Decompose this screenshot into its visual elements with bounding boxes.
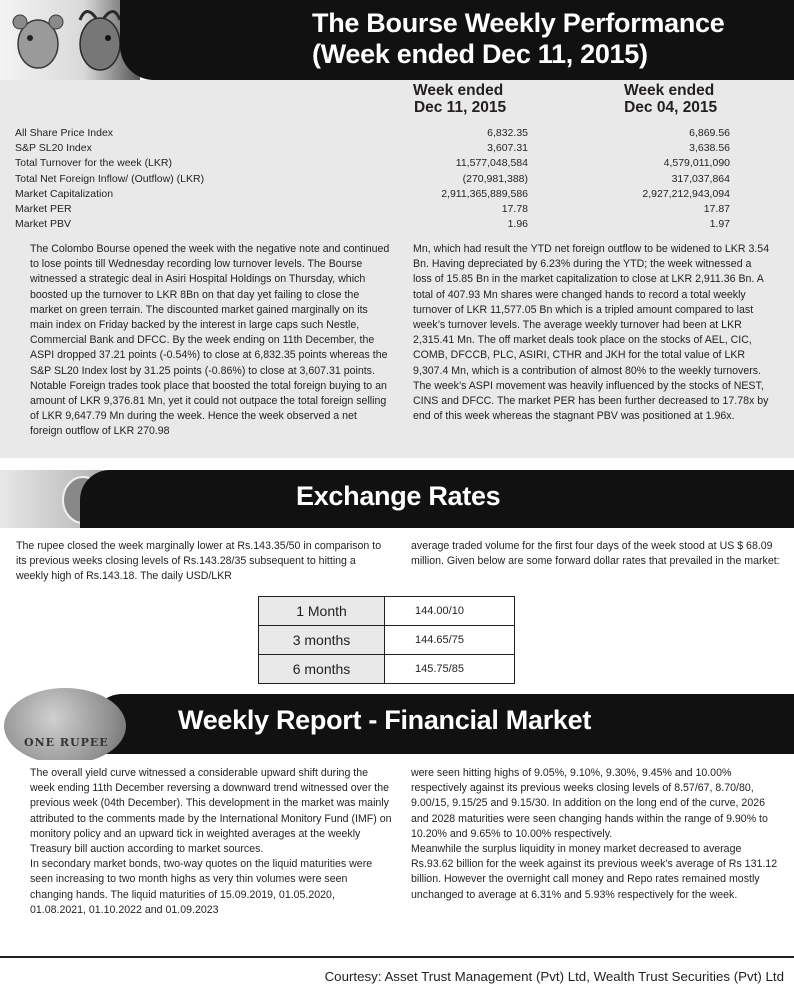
previous-value: 2,927,212,943,094 [642, 187, 730, 200]
current-value: 2,911,365,889,586 [441, 187, 528, 200]
current-value: 1.96 [507, 218, 528, 231]
row-label: Market PER [15, 202, 72, 215]
previous-value: 4,579,011,090 [663, 157, 730, 170]
bourse-banner [0, 0, 794, 80]
current-value: 3,607.31 [487, 142, 528, 155]
bourse-commentary-right: Mn, which had result the YTD net foreign outflow to be widened to LKR 3.54 Bn. Having depreciated by 6.23% during the YTD; the week witnessed a loss of 15.85 Bn in the market capitalization to close at LKR 2,911.36 Bn. A total of 407.93 Mn shares were changed hands to record a total weekly turnover of LKR 11,577.05 Bn which is a tripled amount compared to last week’s turnover levels. The average weekly turnover had been at LKR 2,315.41 Mn. The off market deals took place on the stocks of AEL, CIC, COMB, DFCCB, PLC, ASIRI, CTHR and JKH for the total value of LKR 9,307.4 Mn, which is a contribution of almost 80% to the weekly turnovers. The week’s ASPI movement was heavily influenced by the stocks of NEST, CINS and DFCC. The market PER has been further decreased to 17.78x by end of this week whereas the stagnant PBV was positioned at 1.96x. [413, 243, 770, 423]
row-label: S&P SL20 Index [15, 142, 92, 155]
previous-value: 1.97 [709, 218, 730, 231]
table-row [15, 126, 730, 141]
table-row [259, 597, 515, 626]
bull-bear-icon [0, 0, 140, 80]
period-cell: 3 months [259, 626, 385, 655]
previous-value: 6,869.56 [689, 127, 730, 139]
period-cell: 1 Month [259, 597, 385, 626]
table-row [15, 202, 730, 217]
bull-bear-illustration [0, 0, 140, 80]
column-header-current: Week ended Dec 11, 2015 [413, 82, 507, 116]
bourse-stats-table [15, 126, 730, 232]
column-header-previous: Week ended Dec 04, 2015 [624, 82, 718, 116]
rate-cell: 144.65/75 [385, 626, 515, 655]
row-label: Market PBV [15, 218, 72, 231]
row-label: Total Turnover for the week (LKR) [15, 157, 172, 170]
financial-banner [0, 688, 794, 760]
rupee-coin-image [4, 688, 126, 760]
footer-divider [0, 956, 794, 958]
courtesy-footer: Courtesy: Asset Trust Management (Pvt) Ltd, Wealth Trust Securities (Pvt) Ltd [324, 969, 784, 984]
forward-rates-table [258, 596, 515, 684]
row-label: Total Net Foreign Inflow/ (Outflow) (LKR) [15, 172, 205, 185]
table-row [259, 655, 515, 684]
exchange-banner [0, 470, 794, 530]
rate-cell: 145.75/85 [385, 655, 515, 684]
section-title: Weekly Report - Financial Market [178, 705, 592, 735]
table-row [15, 172, 730, 187]
table-row [15, 141, 730, 156]
table-row [15, 187, 730, 202]
current-value: 17.78 [501, 202, 528, 215]
table-row [259, 626, 515, 655]
period-cell: 6 months [259, 655, 385, 684]
financial-commentary-left: The overall yield curve witnessed a considerable upward shift during the week ending 11th December reversing a downward trend witnessed over the previous week (04th December). This development in the market was mainly attributed to the comments made by the International Monitory Fund (IMF) on monitory policy and an upward tick in weighted averages at the weekly Treasury bill auction according to market sources. In secondary market bonds, two-way quotes on the liquid maturities were seen increasing to two month highs as very thin volumes were seen changing hands. The liquid maturities of 15.09.2019, 01.05.2020, 01.08.2021, 01.10.2022 and 01.09.2023 [30, 767, 392, 916]
row-label: All Share Price Index [15, 127, 114, 139]
exchange-commentary-right: average traded volume for the first four days of the week stood at US $ 68.09 million. Given below are some forward dollar rates that prevailed in the market: [411, 540, 780, 568]
table-row [15, 156, 730, 171]
coin-text: ONE RUPEE [24, 736, 109, 749]
current-value: 11,577,048,584 [455, 157, 528, 170]
previous-value: 17.87 [703, 202, 730, 215]
row-label: Market Capitalization [15, 187, 114, 200]
exchange-commentary-left: The rupee closed the week marginally lower at Rs.143.35/50 in comparison to its previous weeks closing levels of Rs.143.28/35 subsequent to hitting a weekly high of Rs.143.18. The daily USD/LKR [16, 540, 382, 583]
current-value: 6,832.35 [487, 127, 528, 139]
current-value: (270,981,388) [462, 172, 528, 185]
rate-cell: 144.00/10 [385, 597, 515, 626]
bourse-commentary-left: The Colombo Bourse opened the week with the negative note and continued to lose points till Wednesday recording low turnover levels. The Bourse witnessed a strategic deal in Asiri Hospital Holdings on Thursday, which boosted up the turnover to LKR 8Bn on that day yet failing to close the market on green terrain. The discounted market gained marginally on its main index on Friday backed by the interest in large caps such Nestle, Commercial Bank and DFCC. By the week ending on 11th December, the ASPI dropped 37.21 points (-0.54%) to close at 6,832.35 points whereas the S&P SL20 Index lost by 31.25 points (-0.86%) to close at 3,607.31 points. Notable Foreign trades took place that boosted the total foreign buying to an amount of LKR 9,376.81 Mn, yet it could not outpace the total foreign selling of LKR 9,647.79 Mn during the week. Hence the week observed a net foreign outflow of LKR 270.98 [30, 243, 390, 438]
financial-commentary-right: were seen hitting highs of 9.05%, 9.10%, 9.30%, 9.45% and 10.00% respectively against its previous weeks closing levels of 8.57/67, 8.70/80, 9.00/15, 9.15/25 and 9.15/30. In addition on the long end of the curve, 2026 and 2028 maturities were seen changing hands within the range of 9.90% to 10.20% and 9.65% to 10.00% respectively. Meanwhile the surplus liquidity in money market decreased to average Rs.93.62 billion for the week against its previous week’s average of Rs 131.12 billion. However the overnight call money and Repo rates remained mostly unchanged to average at 6.31% and 5.93% respectively for the week. [411, 767, 778, 901]
previous-value: 3,638.56 [689, 142, 730, 155]
previous-value: 317,037,864 [671, 172, 730, 185]
page-title: The Bourse Weekly Performance (Week ended Dec 11, 2015) [312, 8, 725, 69]
section-title: Exchange Rates [296, 481, 501, 511]
table-row [15, 217, 730, 232]
